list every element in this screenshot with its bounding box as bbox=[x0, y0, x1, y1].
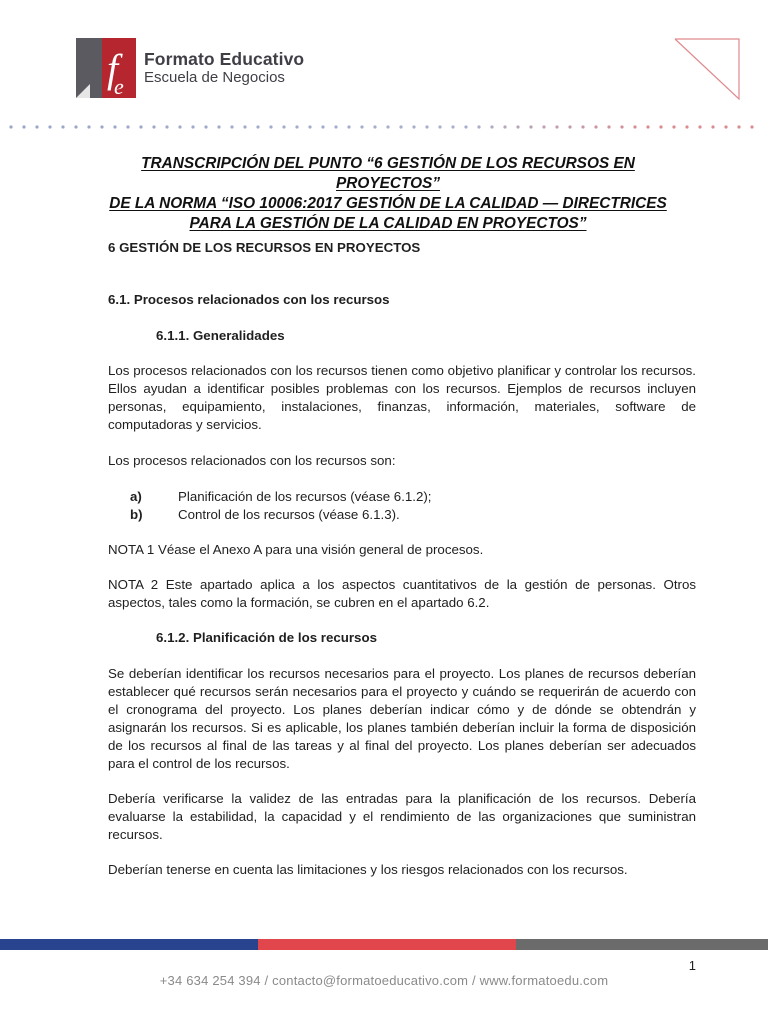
paragraph-generalidades: Los procesos relacionados con los recursos tienen como objetivo planificar y controlar los recursos. Ellos ayudan a identificar posibles problemas con los recursos. Ejemplos de recursos incluyen personas, equipamiento, instalaciones, finanzas, información, materiales, software de computadoras y servicios. bbox=[108, 363, 696, 432]
fe-logo-icon bbox=[76, 38, 136, 98]
section-heading-6: 6 GESTIÓN DE LOS RECURSOS EN PROYECTOS bbox=[108, 240, 421, 255]
svg-text:f: f bbox=[107, 46, 119, 91]
page-number: 1 bbox=[688, 958, 696, 973]
paragraph-limitaciones: Deberían tenerse en cuenta las limitaciones y los riesgos relacionados con los recursos. bbox=[108, 862, 628, 877]
title-line-1: TRANSCRIPCIÓN DEL PUNTO “6 GESTIÓN DE LOS RECURSOS EN PROYECTOS” bbox=[141, 155, 635, 192]
title-line-3: PARA LA GESTIÓN DE LA CALIDAD EN PROYECTOS” bbox=[189, 215, 587, 232]
paragraph-planificacion: Se deberían identificar los recursos necesarios para el proyecto. Los planes de recursos deberían establecer qué recursos serán necesarios para el proyecto y cuándo se requerirán de acuerdo con el cronograma del proyecto. Los planes deberían indicar cómo y de dónde se obtendrán y asignarán los recursos. Si es aplicable, los planes también deberían incluir la forma de disposición de los recursos al final de las tareas y al final del proyecto. Los planes deberían ser adecuados para el control de los recursos. bbox=[108, 666, 696, 771]
brand-logo bbox=[76, 38, 304, 98]
dotted-divider bbox=[8, 124, 760, 130]
section-heading-6-1-1: 6.1.1. Generalidades bbox=[156, 328, 285, 343]
list-marker: b) bbox=[130, 507, 143, 522]
list-item-text: Planificación de los recursos (véase 6.1.2); bbox=[178, 489, 432, 504]
list-marker: a) bbox=[130, 489, 142, 504]
note-1: NOTA 1 Véase el Anexo A para una visión general de procesos. bbox=[108, 542, 484, 557]
document-title bbox=[108, 154, 668, 234]
resource-process-list bbox=[130, 488, 696, 524]
list-item-text: Control de los recursos (véase 6.1.3). bbox=[178, 507, 400, 522]
list-item bbox=[130, 488, 696, 506]
list-item bbox=[130, 506, 696, 524]
footer-bar-gray bbox=[516, 939, 768, 950]
brand-subtitle: Escuela de Negocios bbox=[144, 69, 285, 87]
section-heading-6-1: 6.1. Procesos relacionados con los recursos bbox=[108, 292, 390, 307]
section-heading-6-1-2: 6.1.2. Planificación de los recursos bbox=[156, 630, 377, 645]
paragraph-procesos-intro: Los procesos relacionados con los recursos son: bbox=[108, 453, 396, 468]
corner-triangle-icon bbox=[674, 38, 740, 105]
footer-bar-red bbox=[258, 939, 516, 950]
svg-text:e: e bbox=[114, 74, 124, 98]
footer-bar-blue bbox=[0, 939, 258, 950]
note-2: NOTA 2 Este apartado aplica a los aspectos cuantitativos de la gestión de personas. Otros aspectos, tales como la formación, se cubren en el apartado 6.2. bbox=[108, 577, 696, 610]
paragraph-verificacion: Debería verificarse la validez de las entradas para la planificación de los recursos. Debería evaluarse la estabilidad, la capacidad y el rendimiento de las organizaciones que suministran recursos. bbox=[108, 791, 696, 842]
title-line-2: DE LA NORMA “ISO 10006:2017 GESTIÓN DE LA CALIDAD — DIRECTRICES bbox=[109, 195, 667, 212]
brand-name: Formato Educativo bbox=[144, 48, 305, 69]
footer-contact: +34 634 254 394 / contacto@formatoeducativo.com / www.formatoedu.com bbox=[159, 973, 609, 988]
